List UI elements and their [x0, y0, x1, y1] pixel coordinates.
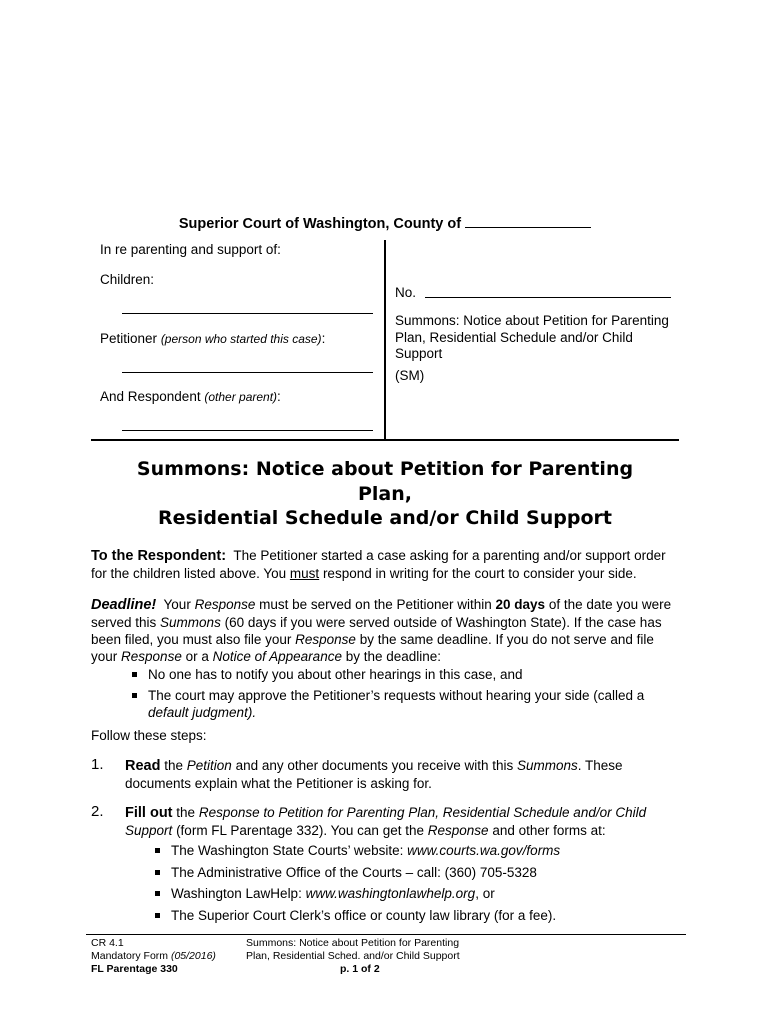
bullet-icon: [155, 913, 160, 918]
respondent-must: must: [289, 566, 320, 581]
deadline-bullets: [130, 666, 670, 721]
main-title-line2: Plan,: [357, 482, 412, 505]
step1-a: the: [164, 758, 184, 773]
case-number-line: [425, 297, 671, 298]
step1-c: . These documents explain what the Petitioner is asking for.: [125, 758, 623, 791]
deadline-response2: Response: [295, 632, 356, 647]
petitioner-colon: :: [321, 331, 326, 346]
deadline-response3: Response: [121, 649, 182, 664]
deadline-s7: by the deadline:: [345, 649, 442, 664]
step2-form-name: Response to Petition for Parenting Plan, Residential Schedule and/or Child Support: [125, 805, 647, 838]
step1-summons: Summons: [517, 758, 578, 773]
bullet-text: The Administrative Office of the Courts – call: (360) 705-5328: [171, 864, 537, 880]
respondent-note: (other parent): [204, 390, 278, 404]
footer-center: [246, 937, 460, 976]
respondent-text2: respond in writing for the court to consider your side.: [322, 566, 637, 581]
children-signature-line: [122, 313, 373, 314]
petitioner-note: (person who started this case): [160, 332, 322, 346]
deadline-days: 20 days: [495, 597, 546, 612]
deadline-bullet2b: default judgment).: [148, 705, 257, 720]
bullet-icon: [155, 870, 160, 875]
petitioner-signature-line: [122, 372, 373, 373]
bullet-text: The Superior Court Clerk’s office or county law library (for a fee).: [171, 907, 557, 923]
bullet-icon: [155, 891, 160, 896]
deadline-s5: by the same deadline. If you do not serve and file your: [91, 632, 654, 664]
step2-verb: Fill out: [125, 805, 173, 821]
footer-left: [91, 937, 216, 976]
deadline-paragraph: [91, 596, 681, 665]
step2-number: 2.: [91, 803, 104, 820]
bullet-icon: [132, 693, 137, 698]
bullet-icon: [132, 672, 137, 677]
deadline-s1: Your: [163, 597, 191, 612]
footer-date: (05/2016): [170, 950, 216, 962]
petitioner-label: Petitioner: [100, 331, 158, 346]
footer-page: p. 1 of 2: [340, 963, 380, 975]
caption-vertical-divider: [384, 240, 386, 440]
main-title-line1: Summons: Notice about Petition for Parenting: [136, 458, 634, 480]
footer-mandatory-label: Mandatory Form: [91, 950, 169, 962]
bullet-text: The Washington State Courts’ website:: [171, 843, 404, 858]
step2-c: and other forms at:: [492, 823, 606, 838]
step1-petition: Petition: [186, 758, 232, 773]
deadline-heading: Deadline!: [91, 597, 157, 613]
respondent-label: And Respondent: [100, 389, 201, 404]
step1-b: and any other documents you receive with this: [235, 758, 514, 773]
footer-title-line2: Plan, Residential Sched. and/or Child Support: [246, 950, 460, 962]
bullet-icon: [155, 848, 160, 853]
respondent-paragraph: [91, 547, 681, 582]
court-header: [0, 214, 770, 232]
caption-in-re: In re parenting and support of:: [100, 242, 281, 257]
respondent-heading: To the Respondent:: [91, 548, 227, 564]
caption-petitioner: [100, 330, 325, 348]
step1-verb: Read: [125, 758, 161, 774]
deadline-s3: of the date you were served this: [91, 597, 672, 630]
footer-title-line1: Summons: Notice about Petition for Parenting: [246, 937, 460, 949]
step2-b: (form FL Parentage 332). You can get the: [176, 823, 424, 838]
list-item: [153, 907, 673, 924]
deadline-notice: Notice of Appearance: [212, 649, 342, 664]
deadline-bullet2a: The court may approve the Petitioner’s requests without hearing your side (called a: [148, 688, 645, 703]
caption-doc-title: Summons: Notice about Petition for Parenting Plan, Residential Schedule and/or Child Support: [395, 313, 669, 361]
deadline-bullet1: No one has to notify you about other hearings in this case, and: [148, 667, 523, 682]
case-number-label: No.: [395, 285, 417, 300]
footer-mandatory: [91, 950, 216, 963]
courts-website-link: www.courts.wa.gov/forms: [407, 843, 561, 858]
deadline-s4: (60 days if you were served outside of Washington State). If the case has been filed, you must also file your: [91, 615, 662, 647]
deadline-s6: or a: [185, 649, 209, 664]
respondent-colon: :: [277, 389, 281, 404]
list-item: [130, 666, 670, 683]
footer-rule: [86, 934, 686, 935]
caption-respondent: [100, 388, 281, 406]
step2-text: [125, 804, 670, 839]
lawhelp-link: www.washingtonlawhelp.org: [305, 886, 476, 901]
respondent-signature-line: [122, 430, 373, 431]
deadline-summons: Summons: [160, 615, 221, 630]
respondent-text1: The Petitioner started a case asking for a parenting and/or support order for the children listed above. You: [91, 548, 666, 581]
main-title-line3: Residential Schedule and/or Child Support: [158, 507, 612, 529]
court-header-title: Superior Court of Washington, County of: [178, 216, 462, 232]
footer-court-rule: CR 4.1: [91, 937, 124, 949]
caption-children: Children:: [100, 272, 155, 287]
deadline-response1: Response: [194, 597, 256, 612]
step2-bullets: [153, 842, 673, 924]
bullet-after: , or: [475, 886, 495, 901]
list-item: [153, 842, 673, 859]
step2-response: Response: [427, 823, 489, 838]
follow-steps: Follow these steps:: [91, 728, 207, 743]
main-title: [0, 457, 770, 531]
step1-number: 1.: [91, 756, 104, 773]
step2-a: the: [176, 805, 196, 820]
list-item: [153, 864, 673, 881]
list-item: [153, 885, 673, 902]
list-item: [130, 687, 670, 721]
deadline-s2: must be served on the Petitioner within: [259, 597, 492, 612]
caption-bottom-rule: [91, 439, 679, 441]
county-blank: [465, 214, 591, 228]
step1-text: [125, 757, 665, 792]
caption-doc-code: (SM): [395, 368, 425, 383]
footer-form-id: FL Parentage 330: [91, 963, 178, 975]
bullet-text: Washington LawHelp:: [171, 886, 302, 901]
